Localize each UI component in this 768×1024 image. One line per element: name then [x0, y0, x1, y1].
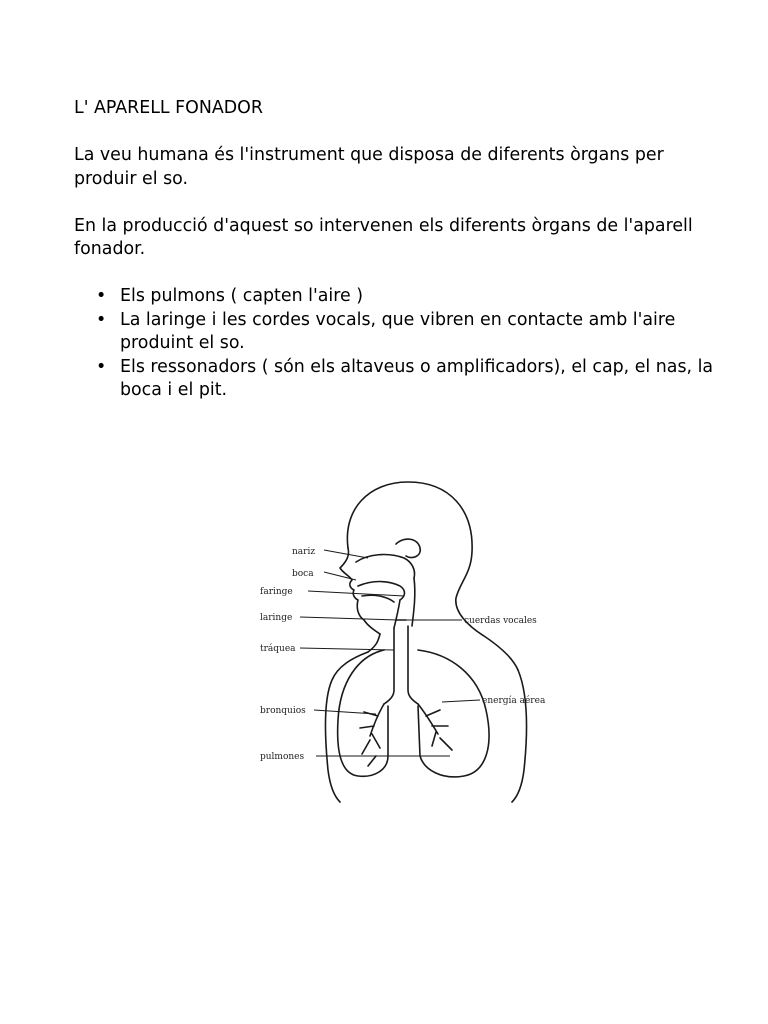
label-energia-aerea: energía aérea: [482, 696, 546, 706]
list-item-text: Els ressonadors ( són els altaveus o amplificadors), el cap, el nas, la boca i el pit.: [120, 356, 714, 400]
label-boca: boca: [292, 569, 314, 579]
right-lung-outline: [418, 650, 489, 777]
leader-boca: [324, 572, 356, 580]
right-bronchi: [418, 704, 452, 750]
torso-right-outline: [512, 670, 526, 802]
list-item: [74, 356, 714, 403]
label-nariz: nariz: [292, 547, 316, 557]
tongue-outline: [358, 582, 405, 601]
vocal-apparatus-diagram: [228, 470, 568, 820]
nasal-cavity: [356, 555, 415, 578]
label-faringe: faringe: [260, 587, 293, 597]
label-cuerdas-vocales: cuerdas vocales: [464, 616, 537, 626]
list-item-text: Els pulmons ( capten l'aire ): [120, 286, 364, 306]
intro-paragraph: La veu humana és l'instrument que disposa de diferents òrgans per produir el so.: [74, 145, 664, 189]
mouth-floor: [362, 595, 394, 602]
anatomy-diagram-svg: [228, 470, 568, 820]
face-profile-outline: [340, 548, 380, 634]
trachea-right: [408, 626, 418, 704]
organs-paragraph: En la producció d'aquest so intervenen els diferents òrgans de l'aparell fonador.: [74, 215, 693, 259]
document-text: [74, 97, 714, 403]
bullet-icon: •: [96, 309, 107, 330]
leader-energia-aerea: [442, 700, 480, 702]
list-item: [74, 285, 714, 309]
leader-traquea: [300, 648, 394, 650]
organs-list: [74, 285, 714, 403]
trachea-left: [384, 628, 394, 704]
label-leader-lines: [300, 550, 480, 756]
pharynx-back: [412, 578, 415, 626]
label-bronquios: bronquios: [260, 706, 306, 716]
label-laringe: laringe: [260, 613, 293, 623]
document-title: L' APARELL FONADOR: [74, 98, 263, 118]
bullet-icon: •: [96, 356, 107, 377]
leader-nariz: [324, 550, 368, 558]
leader-laringe: [300, 617, 398, 620]
sinus-curl: [396, 539, 420, 558]
list-item: [74, 309, 714, 356]
head-back-outline: [347, 482, 518, 670]
leader-faringe: [308, 591, 404, 596]
label-pulmones: pulmones: [260, 752, 305, 762]
bullet-icon: •: [96, 286, 107, 306]
label-traquea: tráquea: [260, 644, 296, 654]
body-outline: [325, 482, 526, 802]
list-item-text: La laringe i les cordes vocals, que vibren en contacte amb l'aire produint el so.: [120, 309, 676, 353]
pharynx-front: [394, 600, 400, 628]
